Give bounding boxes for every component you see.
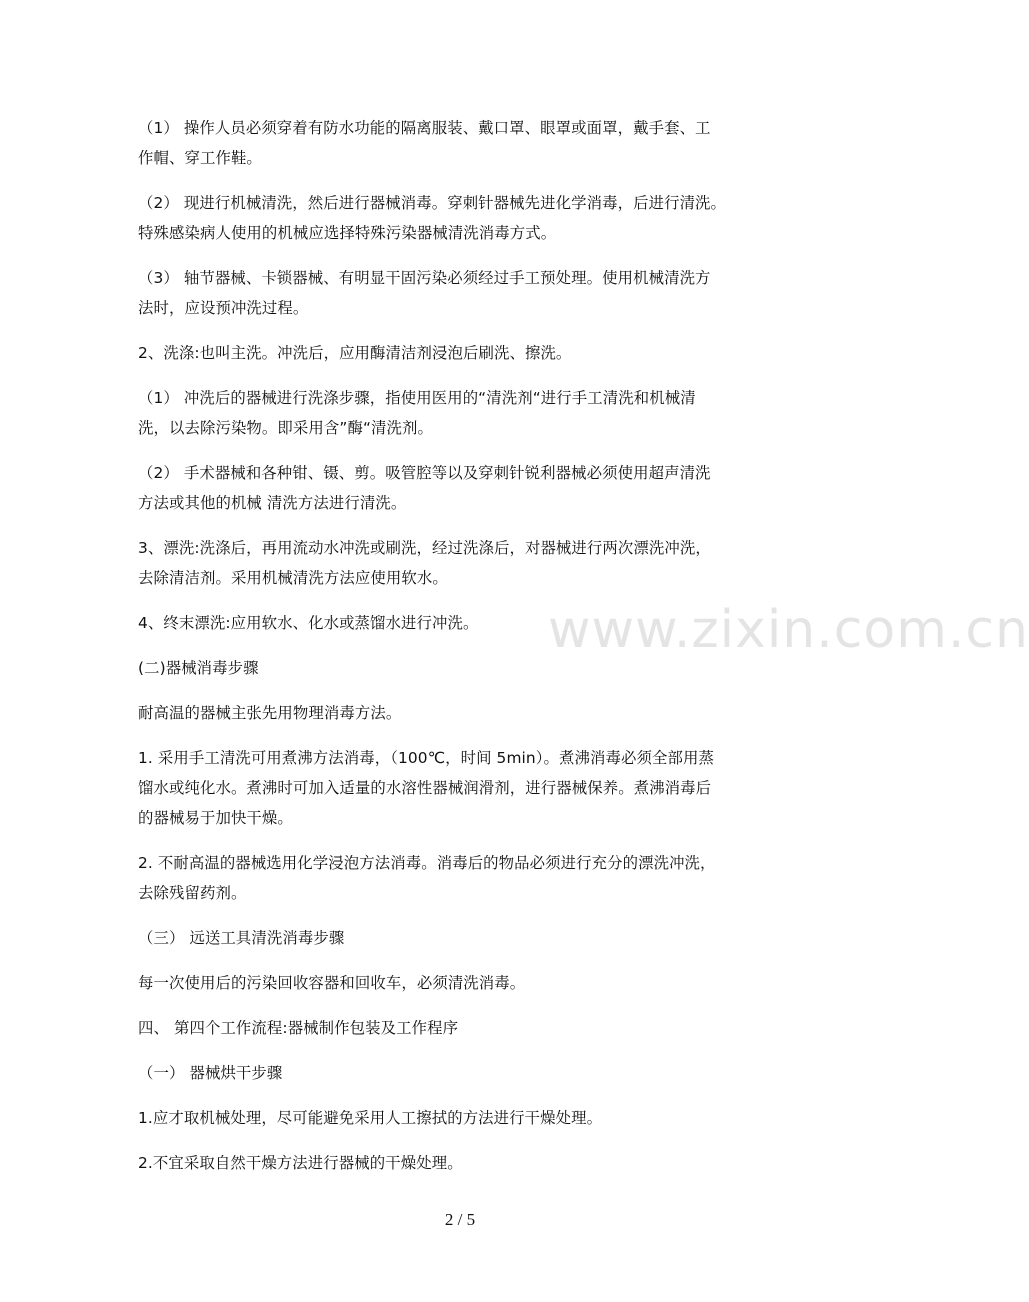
paragraph-line: （1） 操作人员必须穿着有防水功能的隔离服装、戴口罩、眼罩或面罩，戴手套、工	[138, 119, 711, 137]
paragraph-line: 洗，以去除污染物。即采用含”酶“清洗剂。	[138, 419, 433, 437]
paragraph-line: 4、终末漂洗:应用软水、化水或蒸馏水进行冲洗。	[138, 614, 479, 632]
paragraph-line: （一） 器械烘干步骤	[138, 1064, 283, 1082]
paragraph-1	[138, 113, 798, 173]
paragraph-6	[138, 458, 798, 518]
paragraph-line: 耐高温的器械主张先用物理消毒方法。	[138, 704, 402, 722]
paragraph-line: 作帽、穿工作鞋。	[138, 149, 262, 167]
paragraph-12	[138, 848, 798, 908]
paragraph-3	[138, 263, 798, 323]
paragraph-line: 2. 不耐高温的器械选用化学浸泡方法消毒。消毒后的物品必须进行充分的漂洗冲洗，	[138, 854, 716, 872]
paragraph-line: 四、 第四个工作流程:器械制作包装及工作程序	[138, 1019, 459, 1037]
section-heading-disinfection	[138, 653, 798, 683]
paragraph-line: 去除残留药剂。	[138, 884, 247, 902]
paragraph-line: （三） 远送工具清洗消毒步骤	[138, 929, 345, 947]
paragraph-line: （2） 现进行机械清洗，然后进行器械消毒。穿刺针器械先进化学消毒，后进行清洗。	[138, 194, 727, 212]
paragraph-line: 馏水或纯化水。煮沸时可加入适量的水溶性器械润滑剂，进行器械保养。煮沸消毒后	[138, 779, 712, 797]
page-number: 2 / 5	[444, 1210, 476, 1229]
section-heading-transport-tools	[138, 923, 798, 953]
paragraph-line: 去除清洁剂。采用机械清洗方法应使用软水。	[138, 569, 448, 587]
document-body	[138, 113, 798, 1193]
paragraph-10	[138, 698, 798, 728]
paragraph-line: 1.应才取机械处理，尽可能避免采用人工擦拭的方法进行干燥处理。	[138, 1109, 603, 1127]
paragraph-line: 每一次使用后的污染回收容器和回收车，必须清洗消毒。	[138, 974, 526, 992]
paragraph-2	[138, 188, 798, 248]
paragraph-line: （2） 手术器械和各种钳、镊、剪。吸管腔等以及穿刺针锐利器械必须使用超声清洗	[138, 464, 711, 482]
paragraph-7	[138, 533, 798, 593]
paragraph-line: 2、洗涤:也叫主洗。冲洗后，应用酶清洁剂浸泡后刷洗、擦洗。	[138, 344, 572, 362]
watermark: www.zixin.com.cn	[548, 600, 1029, 660]
section-heading-workflow-four	[138, 1013, 798, 1043]
paragraph-line: 的器械易于加快干燥。	[138, 809, 293, 827]
paragraph-5	[138, 383, 798, 443]
paragraph-18	[138, 1148, 798, 1178]
paragraph-line: 2.不宜采取自然干燥方法进行器械的干燥处理。	[138, 1154, 463, 1172]
paragraph-line: 方法或其他的机械 清洗方法进行清洗。	[138, 494, 407, 512]
paragraph-line: 3、漂洗:洗涤后，再用流动水冲洗或刷洗，经过洗涤后，对器械进行两次漂洗冲洗，	[138, 539, 711, 557]
paragraph-line: (二)器械消毒步骤	[138, 659, 259, 677]
paragraph-8	[138, 608, 798, 638]
paragraph-line: 法时，应设预冲洗过程。	[138, 299, 309, 317]
paragraph-line: （1） 冲洗后的器械进行洗涤步骤，指使用医用的“清洗剂“进行手工清洗和机械清	[138, 389, 696, 407]
paragraph-line: 1. 采用手工清洗可用煮沸方法消毒，（100℃，时间 5min）。煮沸消毒必须全部用蒸	[138, 749, 714, 767]
paragraph-4	[138, 338, 798, 368]
section-heading-drying	[138, 1058, 798, 1088]
paragraph-line: （3） 轴节器械、卡锁器械、有明显干固污染必须经过手工预处理。使用机械清洗方	[138, 269, 711, 287]
paragraph-14	[138, 968, 798, 998]
paragraph-line: 特殊感染病人使用的机械应选择特殊污染器械清洗消毒方式。	[138, 224, 557, 242]
paragraph-17	[138, 1103, 798, 1133]
paragraph-11	[138, 743, 798, 833]
